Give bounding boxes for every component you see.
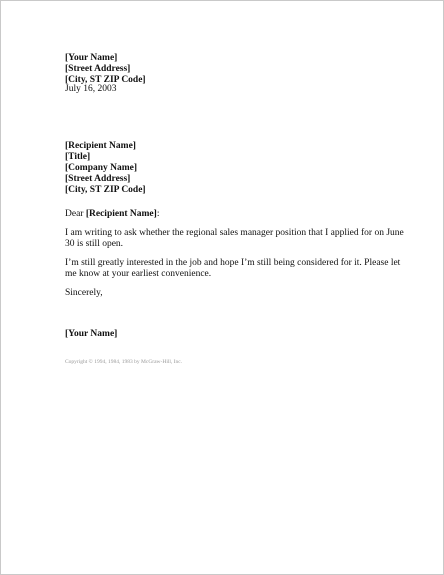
sender-street: [Street Address] (65, 64, 131, 74)
closing: Sincerely, (65, 288, 103, 298)
body-paragraph-2 (65, 258, 401, 280)
sender-address (65, 53, 146, 86)
salutation-suffix: : (156, 209, 160, 219)
recipient-city: [City, ST ZIP Code] (65, 185, 146, 195)
paragraph-line: I am writing to ask whether the regional sales manager position that I applied for on June (65, 228, 404, 238)
copyright-notice: Copyright © 1994, 1984, 1983 by McGraw-Hill, Inc. (65, 359, 183, 365)
recipient-company: [Company Name] (65, 163, 138, 173)
recipient-street: [Street Address] (65, 174, 131, 184)
paragraph-line: I’m still greatly interested in the job and hope I’m still being considered for it. Please let (65, 258, 401, 268)
recipient-title: [Title] (65, 152, 91, 162)
sender-city: [City, ST ZIP Code] (65, 75, 146, 85)
letter-date: July 16, 2003 (65, 84, 117, 94)
salutation-name: [Recipient Name] (85, 209, 157, 219)
salutation-prefix: Dear (65, 209, 86, 219)
signature-name: [Your Name] (65, 329, 118, 339)
salutation (65, 209, 159, 220)
recipient-address (65, 141, 146, 196)
sender-name: [Your Name] (65, 53, 118, 63)
paragraph-line: 30 is still open. (65, 239, 124, 249)
recipient-name: [Recipient Name] (65, 141, 136, 151)
body-paragraph-1 (65, 228, 404, 250)
paragraph-line: me know at your earliest convenience. (65, 269, 212, 279)
